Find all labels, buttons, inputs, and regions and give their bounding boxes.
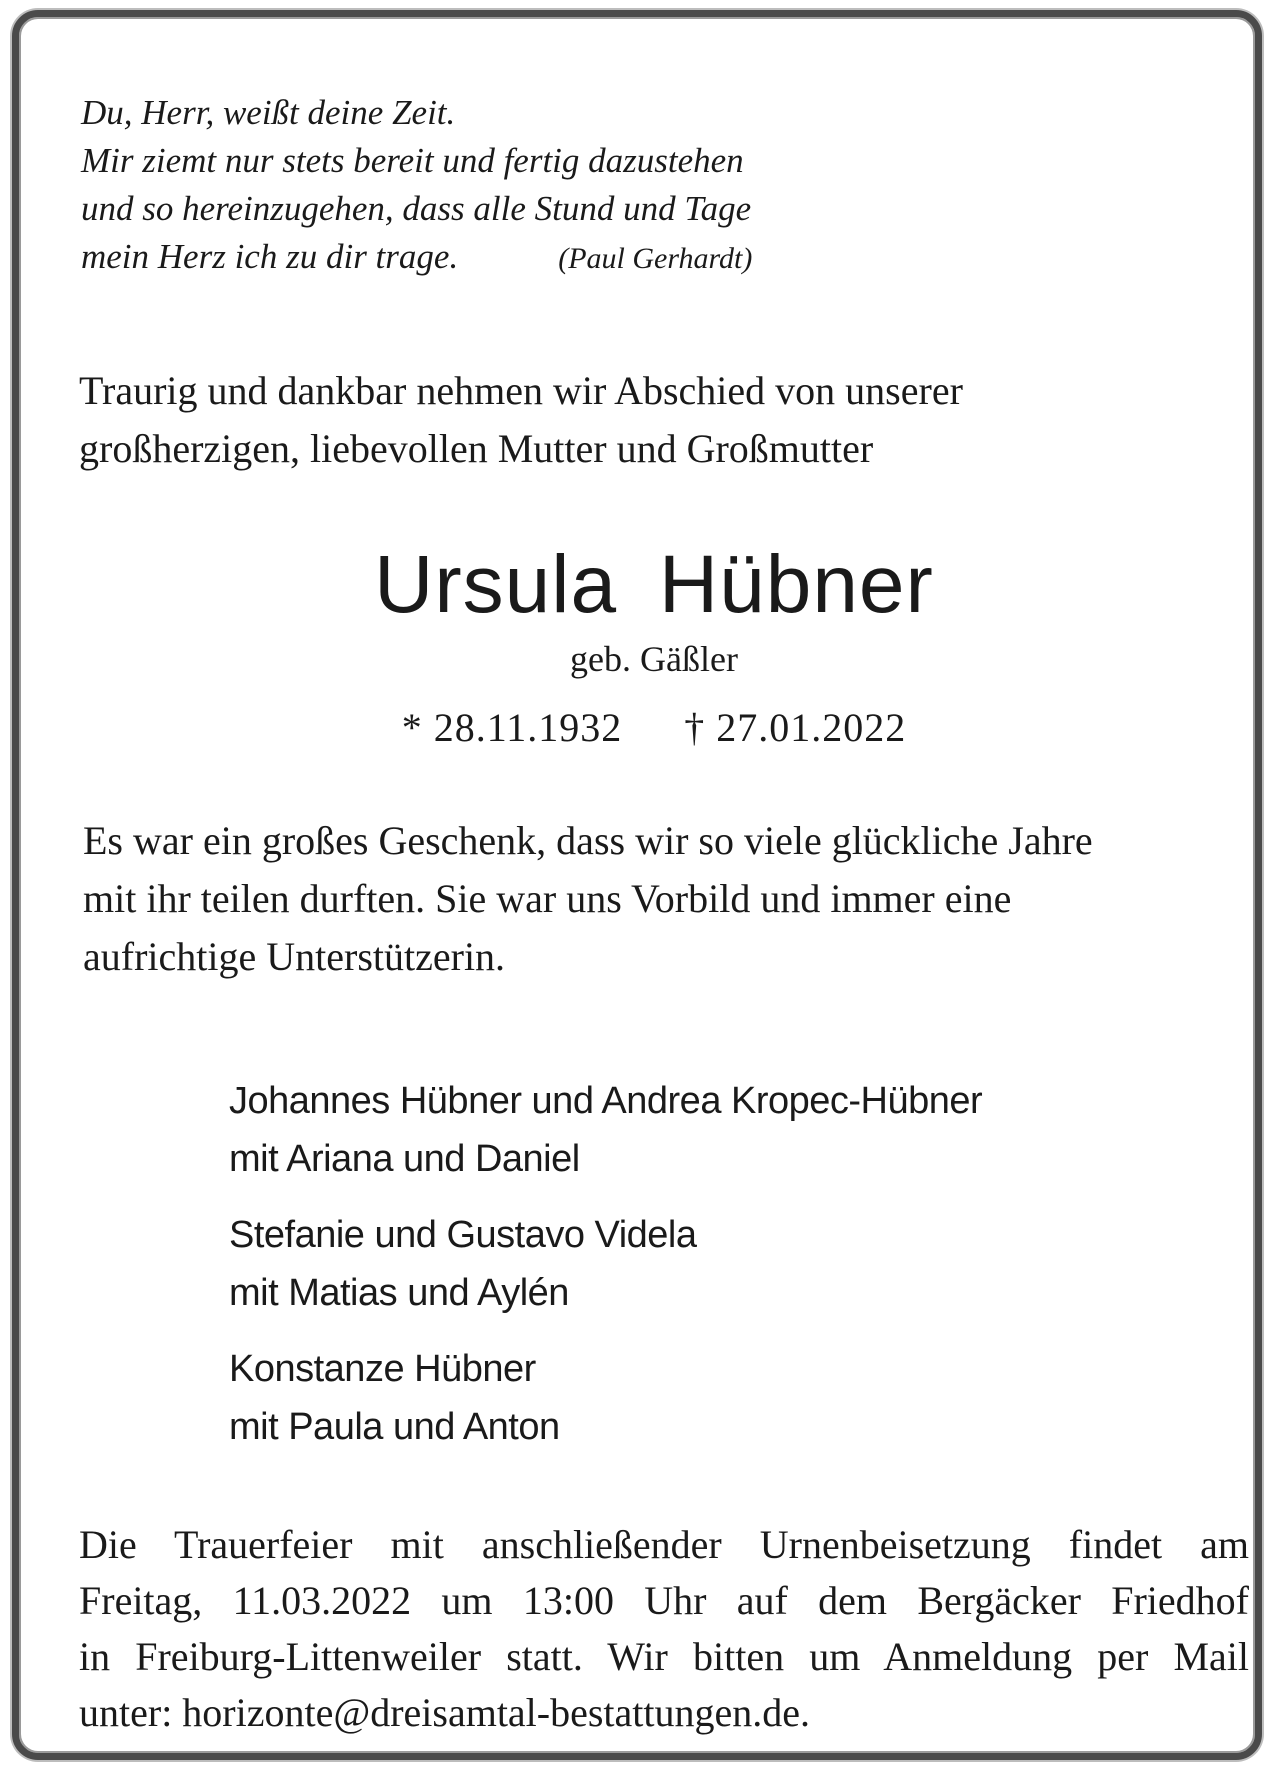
deceased-name: Ursula Hübner — [374, 539, 934, 630]
mourner-group — [229, 1072, 1129, 1188]
tribute-line: mit ihr teilen durften. Sie war uns Vorbild und immer eine — [83, 876, 1012, 921]
poem-line: Du, Herr, weißt deine Zeit. — [81, 93, 456, 132]
mourner-names: Konstanze Hübner — [229, 1348, 536, 1390]
ceremony-line: in Freiburg-Littenweiler statt. Wir bitten um Anmeldung per Mail — [79, 1634, 1249, 1679]
intro-line: großherzigen, liebevollen Mutter und Großmutter — [79, 426, 874, 471]
life-dates — [19, 702, 1280, 754]
poem-quote — [81, 89, 921, 283]
poem-line: und so hereinzugehen, dass alle Stund und Tage — [81, 189, 752, 228]
maiden-name: geb. Gäßler — [570, 639, 738, 679]
poem-line-text: mein Herz ich zu dir trage. — [81, 237, 459, 276]
mourner-children: mit Ariana und Daniel — [229, 1138, 580, 1180]
poem-attribution: (Paul Gerhardt) — [558, 242, 753, 275]
mourner-names: Stefanie und Gustavo Videla — [229, 1214, 697, 1256]
intro-line: Traurig und dankbar nehmen wir Abschied von unserer — [79, 368, 963, 413]
ceremony-line: unter: horizonte@dreisamtal-bestattungen.de. — [79, 1690, 811, 1735]
tribute-text — [83, 812, 1253, 986]
mourner-names: Johannes Hübner und Andrea Kropec-Hübner — [229, 1080, 983, 1122]
mourner-group — [229, 1206, 1129, 1322]
birth-date: * 28.11.1932 — [401, 705, 623, 750]
death-date: † 27.01.2022 — [684, 705, 907, 750]
ceremony-info — [79, 1517, 1249, 1741]
poem-line-last — [81, 233, 921, 283]
poem-line: Mir ziemt nur stets bereit und fertig dazustehen — [81, 141, 744, 180]
tribute-line: Es war ein großes Geschenk, dass wir so viele glückliche Jahre — [83, 818, 1093, 863]
mourner-children: mit Matias und Aylén — [229, 1272, 569, 1314]
mourners-list — [229, 1072, 1129, 1474]
intro-text — [79, 362, 1229, 478]
tribute-line: aufrichtige Unterstützerin. — [83, 934, 506, 979]
ceremony-line: Die Trauerfeier mit anschließender Urnenbeisetzung findet am — [79, 1522, 1249, 1567]
ceremony-line: Freitag, 11.03.2022 um 13:00 Uhr auf dem Bergäcker Friedhof — [79, 1578, 1249, 1623]
mourner-children: mit Paula und Anton — [229, 1406, 560, 1448]
obituary-frame — [12, 10, 1262, 1760]
mourner-group — [229, 1340, 1129, 1456]
